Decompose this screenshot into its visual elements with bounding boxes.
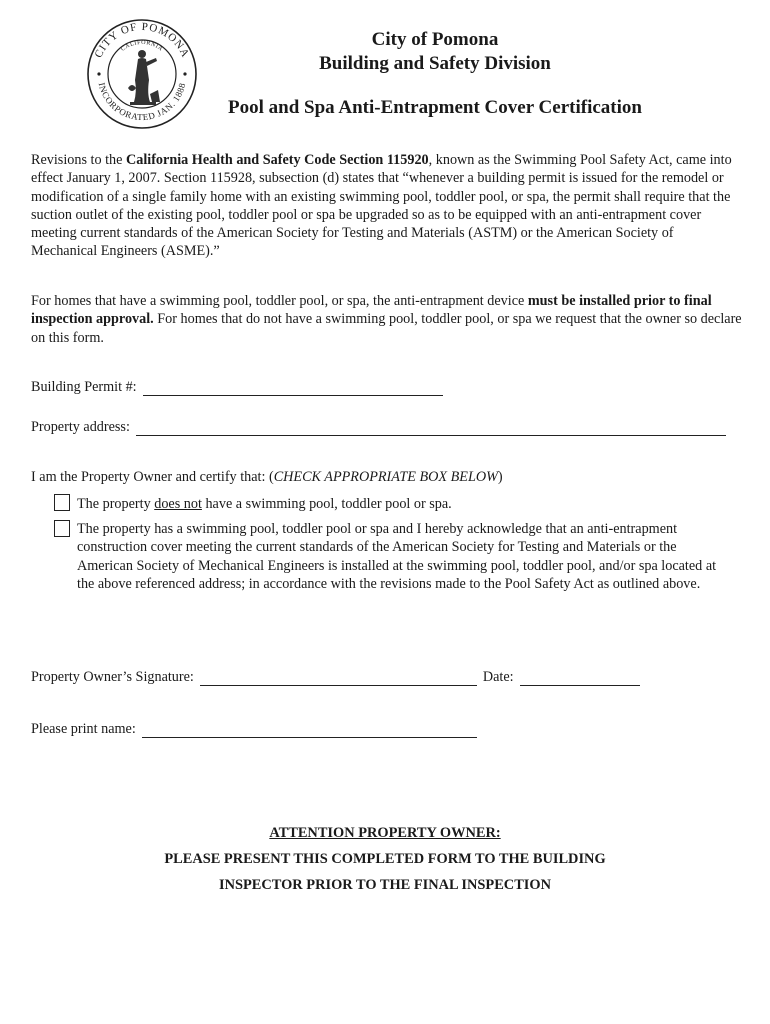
form-title: Pool and Spa Anti-Entrapment Cover Certification [228,97,642,118]
building-permit-label: Building Permit #: [31,379,137,395]
city-name: City of Pomona [371,29,499,50]
date-label: Date: [482,669,514,685]
signature-row [31,668,640,686]
city-seal-logo [86,18,198,130]
has-pool-checkbox[interactable] [54,520,70,537]
svg-text:INCORPORATED JAN. 1888: INCORPORATED JAN. 1888 [96,81,188,123]
intro-paragraph: Revisions to the California Health and Safety Code Section 115920, known as the Swimming Pool Safety Act, came into effect January 1, 2007. Section 115928, subsection (d) states that “whenever a building permit is issued for the remodel or modification of a single family home with an existing swimming pool, toddler pool, or spa, the permit shall require that the suction outlet of the existing pool, toddler pool or spa be upgraded so as to be equipped with an anti-entrapment cover meeting current standards of the American Society for Testing and Materials (ASTM) or the American Society of Mechanical Engineers (ASME).” [31,152,732,260]
notice-line-1: PLEASE PRESENT THIS COMPLETED FORM TO THE BUILDING [164,851,606,867]
print-name-input-line[interactable] [142,723,477,738]
attention-heading: ATTENTION PROPERTY OWNER: [269,825,501,841]
no-pool-option-text: The property does not have a swimming pool, toddler pool or spa. [77,496,452,512]
print-name-row [31,720,477,738]
has-pool-option-text: The property has a swimming pool, toddler pool or spa and I hereby acknowledge that an anti-entrapment construction cover meeting the current standards of the American Society for Testing and Materials or the American Society of Mechanical Engineers is installed at the swimming pool, toddler pool, and/or spa located at the above referenced address; in accordance with the revisions made to the Pool Safety Act as outlined above. [77,521,717,592]
signature-label: Property Owner’s Signature: [31,669,194,685]
building-permit-input-line[interactable] [143,381,443,396]
division-name: Building and Safety Division [319,53,551,74]
certify-statement: I am the Property Owner and certify that: ( CHECK APPROPRIATE BOX BELOW ) [31,469,503,485]
svg-text:CITY OF POMONA: CITY OF POMONA [92,20,192,60]
print-name-label: Please print name: [31,721,136,737]
building-permit-row [31,378,443,396]
notice-line-2: INSPECTOR PRIOR TO THE FINAL INSPECTION [218,877,551,893]
signature-input-line[interactable] [200,671,477,686]
svg-text:CALIFORNIA: CALIFORNIA [120,39,164,53]
property-address-row [31,418,726,436]
property-address-label: Property address: [31,419,130,435]
no-pool-checkbox[interactable] [54,494,70,511]
date-input-line[interactable] [520,671,640,686]
requirement-paragraph: For homes that have a swimming pool, toddler pool, or spa, the anti-entrapment device must be installed prior to final inspection approval. For homes that do not have a swimming pool, toddler pool, or spa we request that the owner so declare on this form. [31,293,742,346]
property-address-input-line[interactable] [136,421,726,436]
